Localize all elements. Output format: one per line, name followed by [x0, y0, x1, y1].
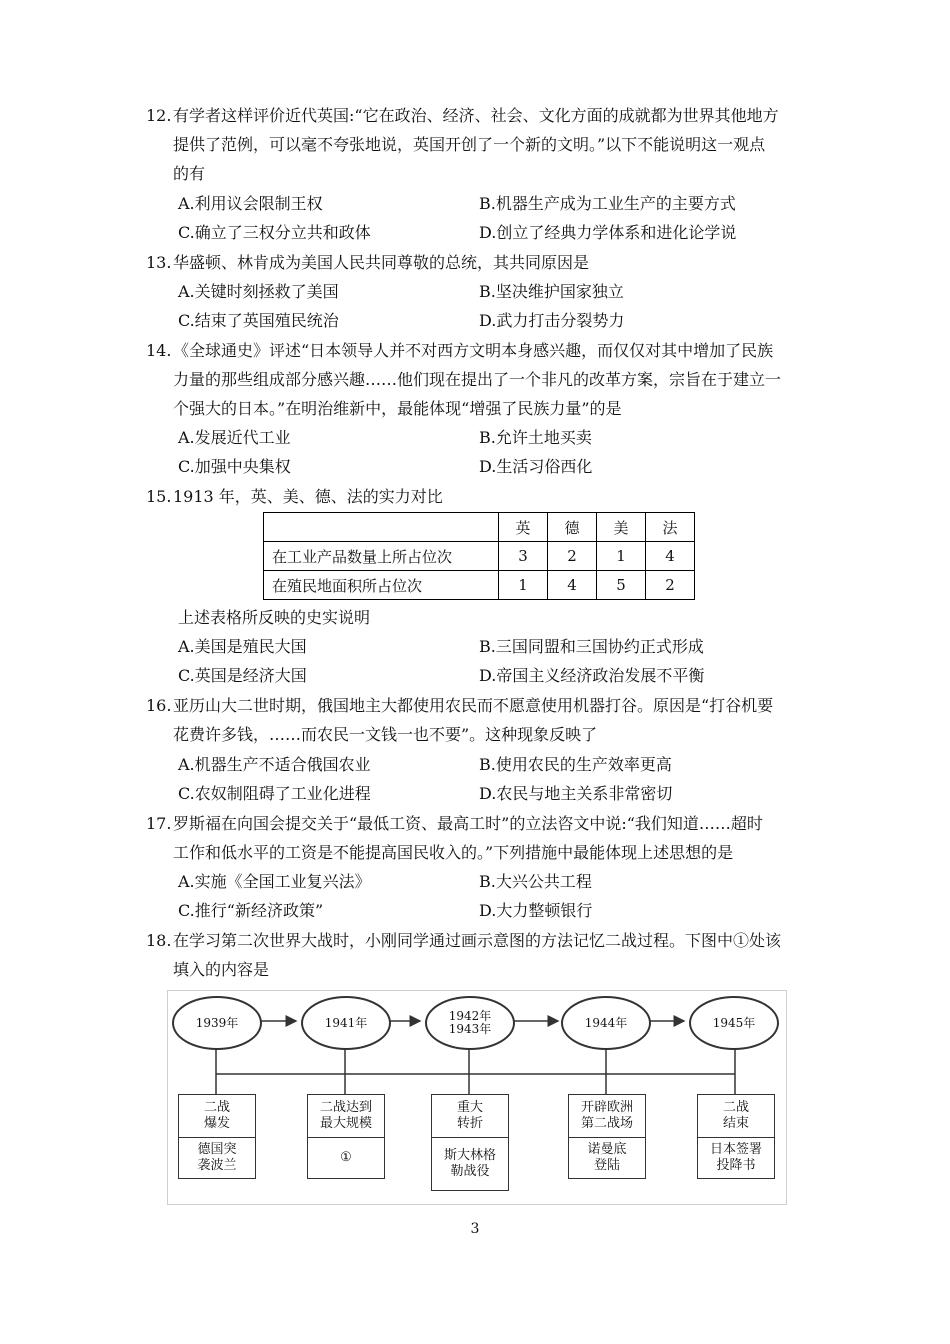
q14-option-c: C.加强中央集权	[178, 457, 291, 476]
table-header-cell: 英	[499, 513, 548, 542]
q17-option-a: A.实施《全国工业复兴法》	[178, 872, 371, 891]
q12-option-d: D.创立了经典力学体系和进化论学说	[479, 223, 737, 242]
stage-label: 二战 爆发	[203, 1100, 230, 1131]
stage-box-1939	[178, 1094, 256, 1179]
q15-option-b: B.三国同盟和三国协约正式形成	[479, 637, 704, 656]
q12-option-a: A.利用议会限制王权	[178, 194, 323, 213]
table-cell	[264, 513, 499, 542]
q13-option-b: B.坚决维护国家独立	[479, 282, 624, 301]
q12-option-c: C.确立了三权分立共和政体	[178, 223, 371, 242]
q12-stem-line2: 提供了范例，可以毫不夸张地说，英国开创了一个新的文明。”以下不能说明这一观点	[173, 135, 766, 154]
page-number: 3	[470, 1221, 480, 1237]
year-label: 1945年	[712, 1015, 756, 1030]
q15-stem-line1: 1913 年，英、美、德、法的实力对比	[173, 487, 443, 506]
q17-option-c: C.推行“新经济政策”	[178, 901, 324, 920]
stage-label: 重大 转折	[456, 1100, 483, 1131]
q14-stem-line3: 个强大的日本。”在明治维新中，最能体现“增强了民族力量”的是	[173, 399, 622, 418]
table-row	[264, 542, 695, 571]
table-row-label: 在殖民地面积所占位次	[264, 571, 499, 600]
event-label: 日本签署 投降书	[709, 1142, 762, 1173]
q17-stem-line1: 罗斯福在向国会提交关于“最低工资、最高工时”的立法咨文中说:“我们知道……超时	[173, 814, 763, 833]
table-cell: 5	[597, 571, 646, 600]
q14-stem-line2: 力量的那些组成部分感兴趣……他们现在提出了一个非凡的改革方案，宗旨在于建立一	[173, 370, 782, 389]
year-node-1939	[172, 996, 262, 1050]
q16-option-c: C.农奴制阻碍了工业化进程	[178, 784, 371, 803]
year-node-1942-1943	[425, 996, 515, 1050]
table-cell: 4	[548, 571, 597, 600]
q17-number: 17.	[146, 814, 172, 833]
table-header-cell: 美	[597, 513, 646, 542]
q14-stem-line1: 《全球通史》评述“日本领导人并不对西方文明本身感兴趣，而仅仅对其中增加了民族	[173, 341, 774, 360]
table-cell: 3	[499, 542, 548, 571]
q16-option-a: A.机器生产不适合俄国农业	[178, 755, 371, 774]
q13-number: 13.	[146, 253, 172, 272]
q16-option-b: B.使用农民的生产效率更高	[479, 755, 672, 774]
q18-stem-line1: 在学习第二次世界大战时，小刚同学通过画示意图的方法记忆二战过程。下图中①处该	[173, 931, 782, 950]
table-row-label: 在工业产品数量上所占位次	[264, 542, 499, 571]
blank-marker-1: ①	[340, 1150, 352, 1165]
q13-option-d: D.武力打击分裂势力	[479, 311, 625, 330]
q15-stem-line2: 上述表格所反映的史实说明	[178, 608, 371, 627]
table-header-cell: 法	[646, 513, 695, 542]
table-cell: 4	[646, 542, 695, 571]
q12-stem-line1: 有学者这样评价近代英国:“它在政治、经济、社会、文化方面的成就都为世界其他地方	[173, 106, 779, 125]
stage-box-1942-1943	[431, 1094, 509, 1191]
q16-stem-line2: 花费许多钱，……而农民一文钱一也不要”。这种现象反映了	[173, 725, 598, 744]
q13-stem-line1: 华盛顿、林肯成为美国人民共同尊敬的总统，其共同原因是	[173, 253, 590, 272]
year-label: 1944年	[584, 1015, 628, 1030]
event-label: 诺曼底 登陆	[587, 1142, 627, 1173]
q13-option-a: A.关键时刻拯救了美国	[178, 282, 339, 301]
table-cell: 1	[499, 571, 548, 600]
year-node-1945	[689, 996, 779, 1050]
q14-option-d: D.生活习俗西化	[479, 457, 593, 476]
year-label: 1939年	[195, 1015, 239, 1030]
q15-option-a: A.美国是殖民大国	[178, 637, 307, 656]
stage-box-1944	[568, 1094, 646, 1179]
table-cell: 2	[646, 571, 695, 600]
year-node-1944	[561, 996, 651, 1050]
q18-stem-line2: 填入的内容是	[173, 960, 270, 979]
q17-option-b: B.大兴公共工程	[479, 872, 592, 891]
stage-label: 二战 结束	[722, 1100, 749, 1131]
q13-option-c: C.结束了英国殖民统治	[178, 311, 339, 330]
year-node-1941	[301, 996, 391, 1050]
q14-number: 14.	[146, 341, 172, 360]
stage-box-1941	[307, 1094, 385, 1179]
stage-label: 二战达到 最大规模	[319, 1100, 372, 1131]
table-cell: 2	[548, 542, 597, 571]
q16-number: 16.	[146, 696, 172, 715]
event-label: 德国突 袭波兰	[197, 1142, 237, 1173]
q17-stem-line2: 工作和低水平的工资是不能提高国民收入的。”下列措施中最能体现上述思想的是	[173, 843, 734, 862]
q14-option-b: B.允许土地买卖	[479, 428, 592, 447]
year-label: 1941年	[324, 1015, 368, 1030]
q15-number: 15.	[146, 487, 172, 506]
stage-box-1945	[697, 1094, 775, 1179]
q18-number: 18.	[146, 931, 172, 950]
ww2-timeline-diagram	[167, 990, 787, 1205]
q14-option-a: A.发展近代工业	[178, 428, 291, 447]
table-header-row	[264, 513, 695, 542]
power-comparison-table	[263, 512, 695, 600]
q16-option-d: D.农民与地主关系非常密切	[479, 784, 673, 803]
q16-stem-line1: 亚历山大二世时期，俄国地主大都使用农民而不愿意使用机器打谷。原因是“打谷机要	[173, 696, 774, 715]
table-header-cell: 德	[548, 513, 597, 542]
q12-number: 12.	[146, 106, 172, 125]
stage-label: 开辟欧洲 第二战场	[580, 1100, 633, 1131]
q12-stem-line3: 的有	[173, 164, 206, 183]
q15-option-d: D.帝国主义经济政治发展不平衡	[479, 666, 705, 685]
q17-option-d: D.大力整顿银行	[479, 901, 593, 920]
q12-option-b: B.机器生产成为工业生产的主要方式	[479, 194, 736, 213]
event-label: 斯大林格 勒战役	[443, 1148, 496, 1179]
year-label: 1942年 1943年	[448, 1009, 492, 1036]
table-cell: 1	[597, 542, 646, 571]
q15-option-c: C.英国是经济大国	[178, 666, 307, 685]
table-row	[264, 571, 695, 600]
